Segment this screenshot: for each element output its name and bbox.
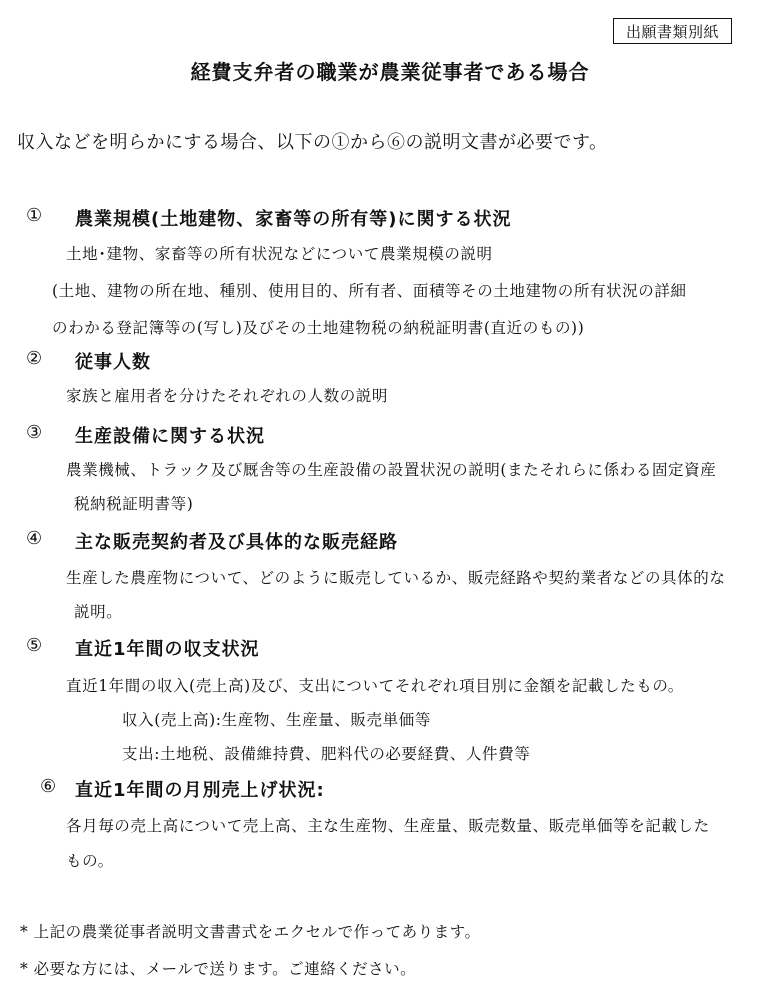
section-1-heading: 農業規模(土地建物、家畜等の所有等)に関する状況 [75, 209, 512, 230]
section-5-line-1: 直近1年間の収入(売上高)及び、支出についてそれぞれ項目別に金額を記載したもの。 [66, 677, 684, 695]
section-5-line-2: 収入(売上高):生産物、生産量、販売単価等 [122, 711, 431, 729]
section-3-line-2: 税納税証明書等) [74, 495, 194, 513]
section-6-heading: 直近1年間の月別売上げ状況: [75, 780, 325, 801]
section-4-line-2: 説明。 [74, 603, 123, 621]
section-6-line-1: 各月毎の売上高について売上高、主な生産物、生産量、販売数量、販売単価等を記載した [66, 817, 710, 835]
section-3-line-1: 農業機械、トラック及び厩舎等の生産設備の設置状況の説明(またそれらに係わる固定資産 [66, 461, 717, 479]
document-title: 経費支弁者の職業が農業従事者である場合 [190, 60, 590, 84]
intro-text: 収入などを明らかにする場合、以下の①から⑥の説明文書が必要です。 [17, 132, 608, 153]
section-1-line-2: (土地、建物の所在地、種別、使用目的、所有者、面積等その土地建物の所有状況の詳細 [52, 282, 687, 300]
section-3-heading: 生産設備に関する状況 [75, 426, 265, 447]
section-3-number: ③ [26, 422, 43, 443]
section-4-number: ④ [26, 528, 43, 549]
section-6-line-2: もの。 [66, 852, 114, 870]
section-1-line-1: 土地･建物、家畜等の所有状況などについて農業規模の説明 [66, 245, 493, 263]
section-5-line-3: 支出:土地税、設備維持費、肥料代の必要経費、人件費等 [122, 745, 531, 763]
section-1-line-3: のわかる登記簿等の(写し)及びその土地建物税の納税証明書(直近のもの)) [52, 319, 585, 337]
section-2-number: ② [26, 348, 43, 369]
section-6-number: ⑥ [40, 776, 57, 797]
section-5-number: ⑤ [26, 635, 43, 656]
section-4-line-1: 生産した農産物について、どのように販売しているか、販売経路や契約業者などの具体的な [66, 569, 726, 587]
note-1: * 上記の農業従事者説明文書書式をエクセルで作ってあります。 [20, 923, 481, 941]
section-5-heading: 直近1年間の収支状況 [75, 639, 260, 660]
section-1-number: ① [26, 205, 43, 226]
section-2-heading: 従事人数 [75, 352, 151, 373]
document-label-box: 出願書類別紙 [613, 18, 732, 44]
section-2-line-1: 家族と雇用者を分けたそれぞれの人数の説明 [66, 387, 389, 405]
section-4-heading: 主な販売契約者及び具体的な販売経路 [75, 532, 398, 553]
note-2: * 必要な方には、メールで送ります。ご連絡ください。 [20, 960, 417, 978]
